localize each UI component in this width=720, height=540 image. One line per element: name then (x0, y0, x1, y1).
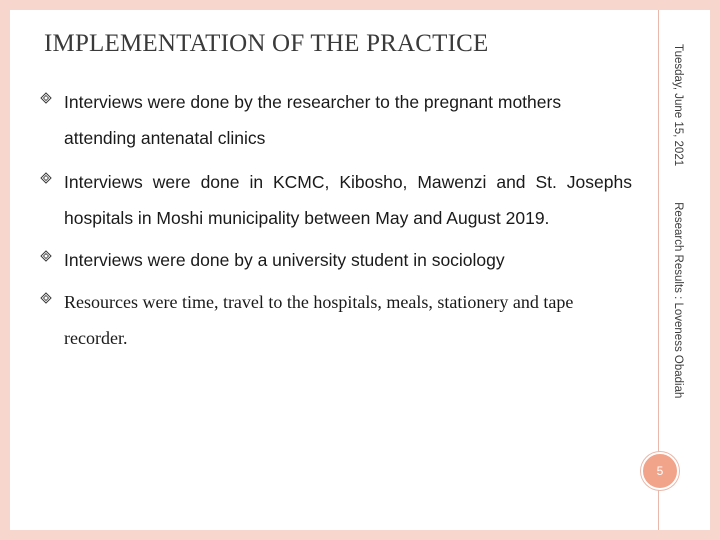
bullet-text: Interviews were done in KCMC, Kibosho, Mawenzi and St. Josephs hospitals in Moshi municipality between May and August 2019. (64, 172, 632, 228)
diamond-bullet-icon (40, 292, 52, 304)
side-vertical-text (668, 44, 688, 399)
page-number-badge (641, 452, 679, 490)
bullet-item (40, 284, 632, 356)
diamond-bullet-icon (40, 172, 52, 184)
page-number: 5 (656, 464, 664, 478)
side-footer: Research Results : Loveness Obadiah (672, 202, 684, 399)
bullet-item (40, 164, 632, 236)
bullet-item (40, 84, 632, 156)
bullet-text: Interviews were done by the researcher to the pregnant mothers attending antenatal clinics (64, 92, 562, 148)
slide-title: IMPLEMENTATION OF THE PRACTICE (44, 30, 489, 57)
diamond-bullet-icon (40, 92, 52, 104)
bullet-text: Interviews were done by a university student in sociology (64, 250, 505, 270)
bullet-text: Resources were time, travel to the hospitals, meals, stationery and tape recorder. (64, 292, 574, 348)
bullet-list (40, 80, 632, 356)
diamond-bullet-icon (40, 250, 52, 262)
bullet-item (40, 242, 632, 278)
side-text-line (672, 44, 684, 398)
side-date: Tuesday, June 15, 2021 (672, 44, 684, 167)
